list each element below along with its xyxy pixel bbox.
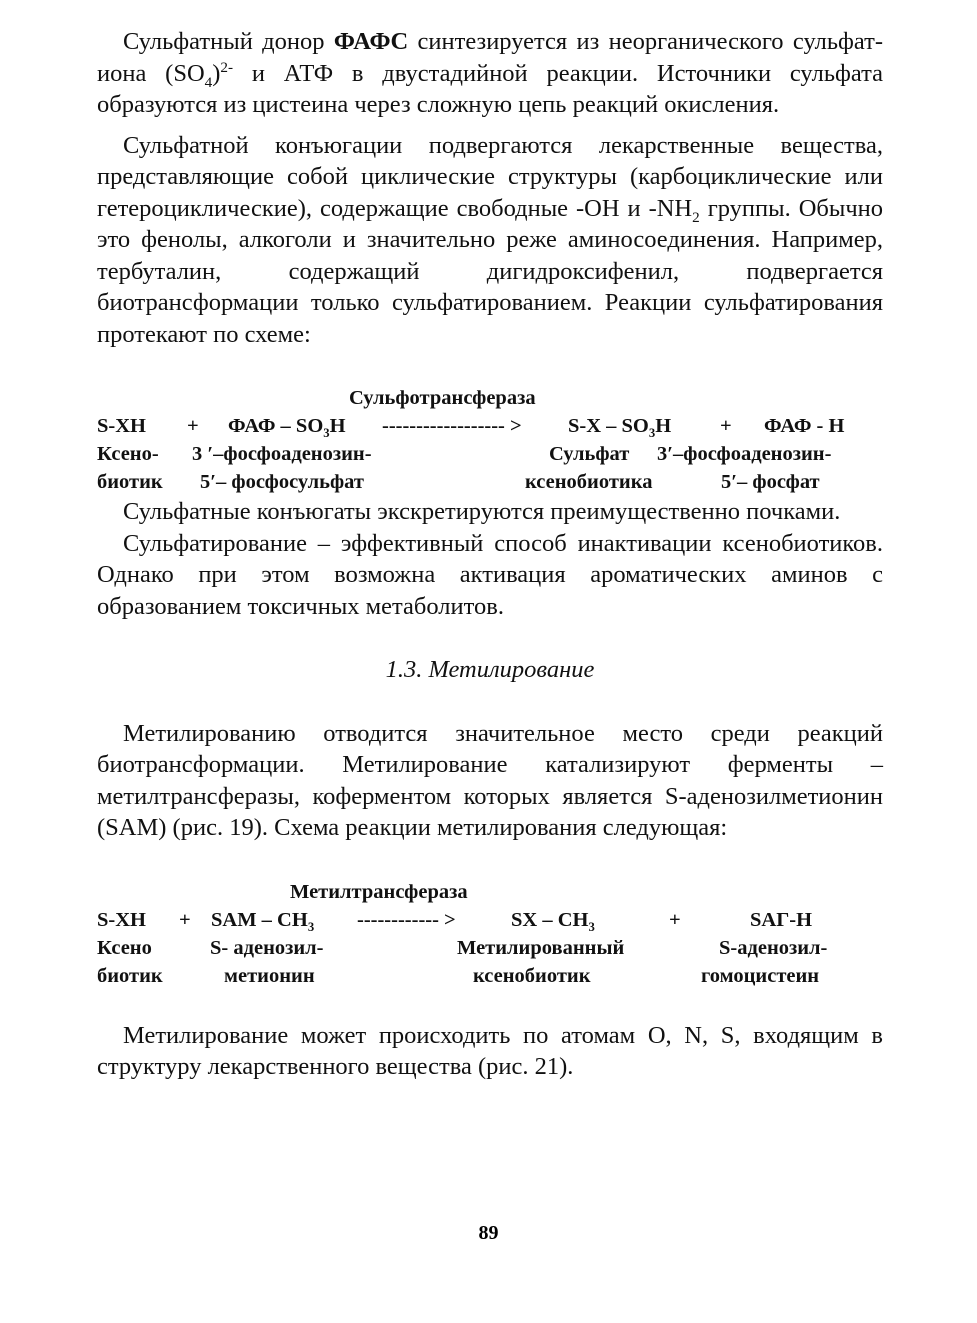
scheme-enzyme-row: [97, 384, 883, 412]
scheme-label-row: Ксено S- аденозил- Метилированный S-аденозил-: [97, 936, 828, 959]
reaction-arrow: ------------ >: [357, 908, 456, 931]
paragraph-methylation: Метилированию отводится значительное место среди реакций биотрансформации. Метилирование катализируют ферменты – метилтрансферазы, коферментом которых является S-аденозилметионин (SAM) (рис. 19). Схема реакции метилирования следующая:: [97, 719, 883, 841]
scheme-equation-row: S-XH + SAM – $CH_3$ ------------ > SX – $CH_3$ + SAГ-H: [97, 906, 883, 934]
section-heading: 1.3. Метилирование: [385, 656, 595, 683]
page-number: 89: [478, 1222, 499, 1244]
scheme-label-row: биотик метионин ксенобиотик гомоцистеин: [97, 964, 820, 987]
reaction-arrow: ------------------ >: [382, 415, 522, 437]
sulfation-scheme: [97, 384, 883, 496]
paragraph-sulfation-effect: Сульфатирование – эффективный способ инактивации ксенобиотиков. Однако при этом возможна активация ароматических аминов с образованием токсичных метаболитов.: [97, 529, 883, 620]
term-fafs: ФАФС: [333, 28, 409, 55]
enzyme-label: Сульфотрансфераза: [349, 387, 536, 409]
page-body: [97, 26, 883, 1083]
paragraph-sulfate-conjugation: Сульфатной конъюгации подвергаются лекарственные вещества, представляющие собой циклические структуры (карбоциклические или гетероциклические), содержащие свободные -OH и $-NH_2$ группы. Обычно это фенолы, алкоголи и значительно реже аминосоединения. Например, тербуталин, содержащий дигидроксифенил, подвергается биотрансформации только сульфатированием. Реакции сульфатирования протекают по схеме:: [97, 131, 883, 348]
scheme-label-row: биотик 5′– фосфосульфат ксенобиотика 5′– фосфат: [97, 471, 820, 493]
scheme-equation-row: S-XH + ФАФ – $SO_3H$ ------------------ > $S-X - SO_3H$ + ФАФ - H: [97, 412, 883, 440]
paragraph-sulfate-donor: Сульфатный донор ФАФС синтезируется из неорганического сульфат-иона $(SO_4)^{2-}$ и АТФ в двустадийной реакции. Источники сульфата образуются из цистеина через сложную цепь реакций окисления.: [97, 28, 883, 118]
scheme-enzyme-row: [97, 878, 883, 906]
paragraph-methylation-atoms: Метилирование может происходить по атомам O, N, S, входящим в структуру лекарственного вещества (рис. 21).: [97, 1021, 883, 1080]
enzyme-label: Метилтрансфераза: [290, 880, 468, 903]
methylation-scheme: [97, 878, 883, 990]
paragraph-excretion: Сульфатные конъюгаты экскретируются преимущественно почками.: [123, 498, 841, 525]
scheme-label-row: Ксено- 3 ′–фосфоаденозин- Сульфат 3′–фосфоаденозин-: [97, 443, 832, 465]
